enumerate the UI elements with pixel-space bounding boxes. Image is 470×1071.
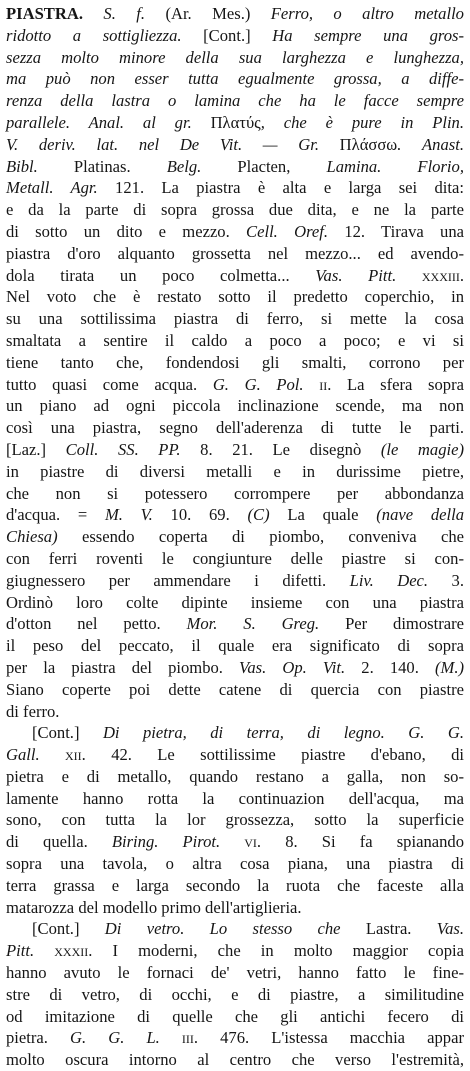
- italic-run: renza della lastra o lamina che ha le facce sempre: [6, 91, 464, 111]
- italic-run: (nave della: [376, 505, 465, 525]
- entry-line: [6, 744, 464, 766]
- text-run: 121. La piastra è alta e larga sei dita:: [115, 178, 464, 198]
- entry-line: [6, 875, 464, 897]
- entry-line: [6, 701, 464, 723]
- text-run: con ferri roventi le congiunture delle piastre si con-: [6, 548, 464, 568]
- italic-run: Chiesa): [6, 527, 82, 547]
- text-run: d'acqua. =: [6, 505, 105, 525]
- entry-line: [6, 853, 464, 875]
- entry-line: [6, 134, 464, 156]
- text-run: essendo coperta di piombo, conveniva che: [81, 527, 464, 547]
- entry-line: [6, 526, 464, 548]
- text-run: [Cont.]: [32, 919, 105, 939]
- entry-line: [6, 483, 464, 505]
- text-run: I moderni, che in molto maggior copia: [112, 941, 464, 961]
- headword: PIASTRA.: [6, 4, 104, 23]
- italic-run: , che è pure in Plin.: [260, 112, 465, 132]
- text-run: Placten,: [237, 156, 327, 176]
- italic-run: (le magie): [380, 439, 464, 459]
- text-run: od imitazione di quelle che gli antichi fecero di: [6, 1006, 464, 1026]
- italic-run: Pitt.: [6, 941, 55, 961]
- entry-line: [6, 68, 464, 90]
- entry-line: [6, 265, 464, 287]
- italic-run: Ha sempre una gros-: [272, 25, 464, 45]
- text-run: molto oscura intorno al centro che verso l'estremità,: [6, 1050, 464, 1070]
- entry-line: [6, 199, 464, 221]
- text-run: in piastre di diversi metalli e in durissime pietre,: [6, 461, 464, 481]
- italic-run: . Anast.: [397, 134, 464, 154]
- italic-run: S. f.: [103, 4, 166, 23]
- roman-numeral: xii.: [65, 745, 112, 765]
- entry-line: [6, 984, 464, 1006]
- entry-line: [6, 177, 464, 199]
- entry-line: [6, 374, 464, 396]
- italic-run: Metall. Agr.: [6, 178, 116, 198]
- text-run: 42. Le sottilissime piastre d'ebano, di: [111, 745, 464, 765]
- italic-run: (M.): [434, 657, 464, 677]
- roman-numeral: ii.: [319, 374, 348, 394]
- entry-line: [6, 330, 464, 352]
- entry-line: [6, 897, 464, 919]
- entry-paragraph-start: [6, 722, 464, 744]
- italic-run: Di pietra, di terra, di legno. G. G.: [102, 723, 464, 743]
- text-run: matarozza del modello primo dell'artiglieria.: [6, 897, 302, 917]
- italic-run: Mor. S. Greg.: [186, 614, 346, 634]
- italic-run: V. deriv. lat. nel De Vit. — Gr.: [6, 134, 340, 154]
- entry-line: [6, 395, 464, 417]
- entry-line: [6, 504, 464, 526]
- entry-line: [6, 308, 464, 330]
- italic-run: M. V.: [104, 505, 171, 525]
- text-run: hanno avuto le fornaci de' vetri, hanno fatto le fine-: [6, 963, 464, 983]
- text-run: un piano ad ogni piccola inclinazione scende, ma non: [6, 396, 464, 416]
- text-run: di ferro.: [6, 701, 60, 721]
- text-run: 3.: [451, 570, 464, 590]
- entry-line: [6, 570, 464, 592]
- entry-line: [6, 112, 464, 134]
- entry-line: [6, 635, 464, 657]
- entry-line: [6, 788, 464, 810]
- entry-line: [6, 766, 464, 788]
- entry-paragraph-start: [6, 918, 464, 940]
- text-run: Siano coperte poi dette catene di quercia con piastre: [6, 679, 464, 699]
- text-run: Lastra.: [365, 919, 437, 939]
- entry-line: [6, 657, 464, 679]
- entry-line: [6, 286, 464, 308]
- entry-line: [6, 592, 464, 614]
- italic-run: G. G. L.: [70, 1028, 182, 1048]
- text-run: lamente hanno rotta la continuazion dell'acqua, ma: [6, 788, 464, 808]
- entry-line: [6, 940, 464, 962]
- entry-line: [6, 1049, 464, 1071]
- text-run: 10. 69.: [170, 505, 248, 525]
- entry-line: [6, 461, 464, 483]
- italic-run: ma può non esser tutta egualmente grossa, a diffe-: [6, 69, 464, 89]
- entry-line: [6, 439, 464, 461]
- entry-line: [6, 156, 464, 178]
- text-run: Πλάσσω: [339, 134, 398, 154]
- entry-line: [6, 3, 464, 25]
- roman-numeral: vi.: [244, 832, 286, 852]
- italic-run: Cell. Oref.: [246, 221, 345, 241]
- italic-run: Ferro, o altro metallo: [270, 4, 464, 23]
- text-run: pietra.: [6, 1028, 71, 1048]
- text-run: (Ar. Mes.): [165, 4, 271, 23]
- italic-run: Vas. Pitt.: [315, 265, 422, 285]
- text-run: pietra e di metallo, quando restano a galla, non so-: [6, 766, 464, 786]
- text-run: giugnessero per ammendare i difetti.: [6, 570, 350, 590]
- entry-line: [6, 417, 464, 439]
- text-run: di quella.: [6, 832, 112, 852]
- text-run: smaltata a sentire il caldo a poco a poco; e vi si: [6, 330, 464, 350]
- text-run: terra grassa e larga secondo la ruota che faceste alla: [6, 875, 464, 895]
- text-run: La sfera sopra: [347, 374, 464, 394]
- text-run: piastra d'oro alquanto grossetta nel mezzo... ed avendo-: [6, 243, 464, 263]
- text-run: sopra una tavola, o altra cosa piana, una piastra di: [6, 854, 464, 874]
- text-run: [Cont.]: [32, 723, 103, 743]
- text-run: su una sottilissima piastra di ferro, si mette la cosa: [6, 309, 464, 329]
- text-run: 2. 140.: [361, 657, 435, 677]
- text-run: Nel voto che è restato sotto il predetto coperchio, in: [6, 287, 464, 307]
- italic-run: Gall.: [6, 745, 66, 765]
- italic-run: Coll. SS. PP.: [65, 439, 201, 459]
- italic-run: Biring. Pirot.: [111, 832, 245, 852]
- text-run: così una piastra, segno dell'aderenza di tutte le parti.: [6, 418, 464, 438]
- entry-line: [6, 221, 464, 243]
- text-run: Ordinò loro colte dipinte insieme con una piastra: [6, 592, 464, 612]
- roman-numeral: xxxii.: [54, 941, 113, 961]
- text-run: Platinas.: [73, 156, 167, 176]
- text-run: 476. L'istessa macchia appar: [220, 1028, 464, 1048]
- italic-run: ridotto a sottigliezza.: [6, 25, 204, 45]
- entry-line: [6, 1027, 464, 1049]
- italic-run: Vas. Op. Vit.: [239, 657, 362, 677]
- italic-run: parallele. Anal. al gr.: [6, 112, 211, 132]
- dictionary-entry: [6, 3, 464, 1071]
- text-run: di sotto un dito e mezzo.: [6, 221, 247, 241]
- text-run: 12. Tirava una: [344, 221, 464, 241]
- italic-run: Lamina. Florio,: [326, 156, 464, 176]
- text-run: d'otton nel petto.: [6, 614, 187, 634]
- entry-line: [6, 809, 464, 831]
- italic-run: Belg.: [166, 156, 238, 176]
- text-run: tutto quasi come acqua.: [6, 374, 213, 394]
- text-run: per la piastra del piombo.: [6, 657, 240, 677]
- entry-line: [6, 90, 464, 112]
- entry-line: [6, 1006, 464, 1028]
- entry-line: [6, 548, 464, 570]
- italic-run: sezza molto minore della sua larghezza e lunghezza,: [6, 47, 464, 67]
- text-run: Per dimostrare: [345, 614, 464, 634]
- text-run: [Cont.]: [203, 25, 273, 45]
- text-run: che non si potessero corrompere per abbondanza: [6, 483, 464, 503]
- text-run: tiene tanto che, fondendosi gli smalti, corrono per: [6, 352, 464, 372]
- italic-run: Bibl.: [6, 156, 74, 176]
- text-run: La quale: [287, 505, 377, 525]
- roman-numeral: xxxiii.: [421, 265, 464, 285]
- text-run: e da la parte di sopra grossa due dita, e ne la parte: [6, 200, 464, 220]
- text-run: Πλατύς: [210, 112, 261, 132]
- entry-line: [6, 679, 464, 701]
- text-run: il peso del peccato, il quale era significato di sopra: [6, 636, 464, 656]
- entry-line: [6, 831, 464, 853]
- italic-run: Liv. Dec.: [349, 570, 452, 590]
- italic-run: Di vetro. Lo stesso che: [104, 919, 366, 939]
- entry-line: [6, 352, 464, 374]
- text-run: [Laz.]: [6, 439, 66, 459]
- text-run: dola tirata un poco colmetta...: [6, 265, 316, 285]
- entry-line: [6, 47, 464, 69]
- text-run: 8. 21. Le disegnò: [200, 439, 381, 459]
- roman-numeral: iii.: [181, 1028, 221, 1048]
- text-run: stre di vetro, di occhi, e di piastre, a similitudine: [6, 984, 464, 1004]
- entry-line: [6, 25, 464, 47]
- italic-run: G. G. Pol.: [212, 374, 320, 394]
- entry-line: [6, 243, 464, 265]
- italic-run: (C): [247, 505, 288, 525]
- entry-line: [6, 613, 464, 635]
- text-run: 8. Si fa spianando: [285, 832, 465, 852]
- entry-line: [6, 962, 464, 984]
- text-run: sono, con tutta la lor grossezza, sotto la superficie: [6, 810, 464, 830]
- italic-run: Vas.: [436, 919, 464, 939]
